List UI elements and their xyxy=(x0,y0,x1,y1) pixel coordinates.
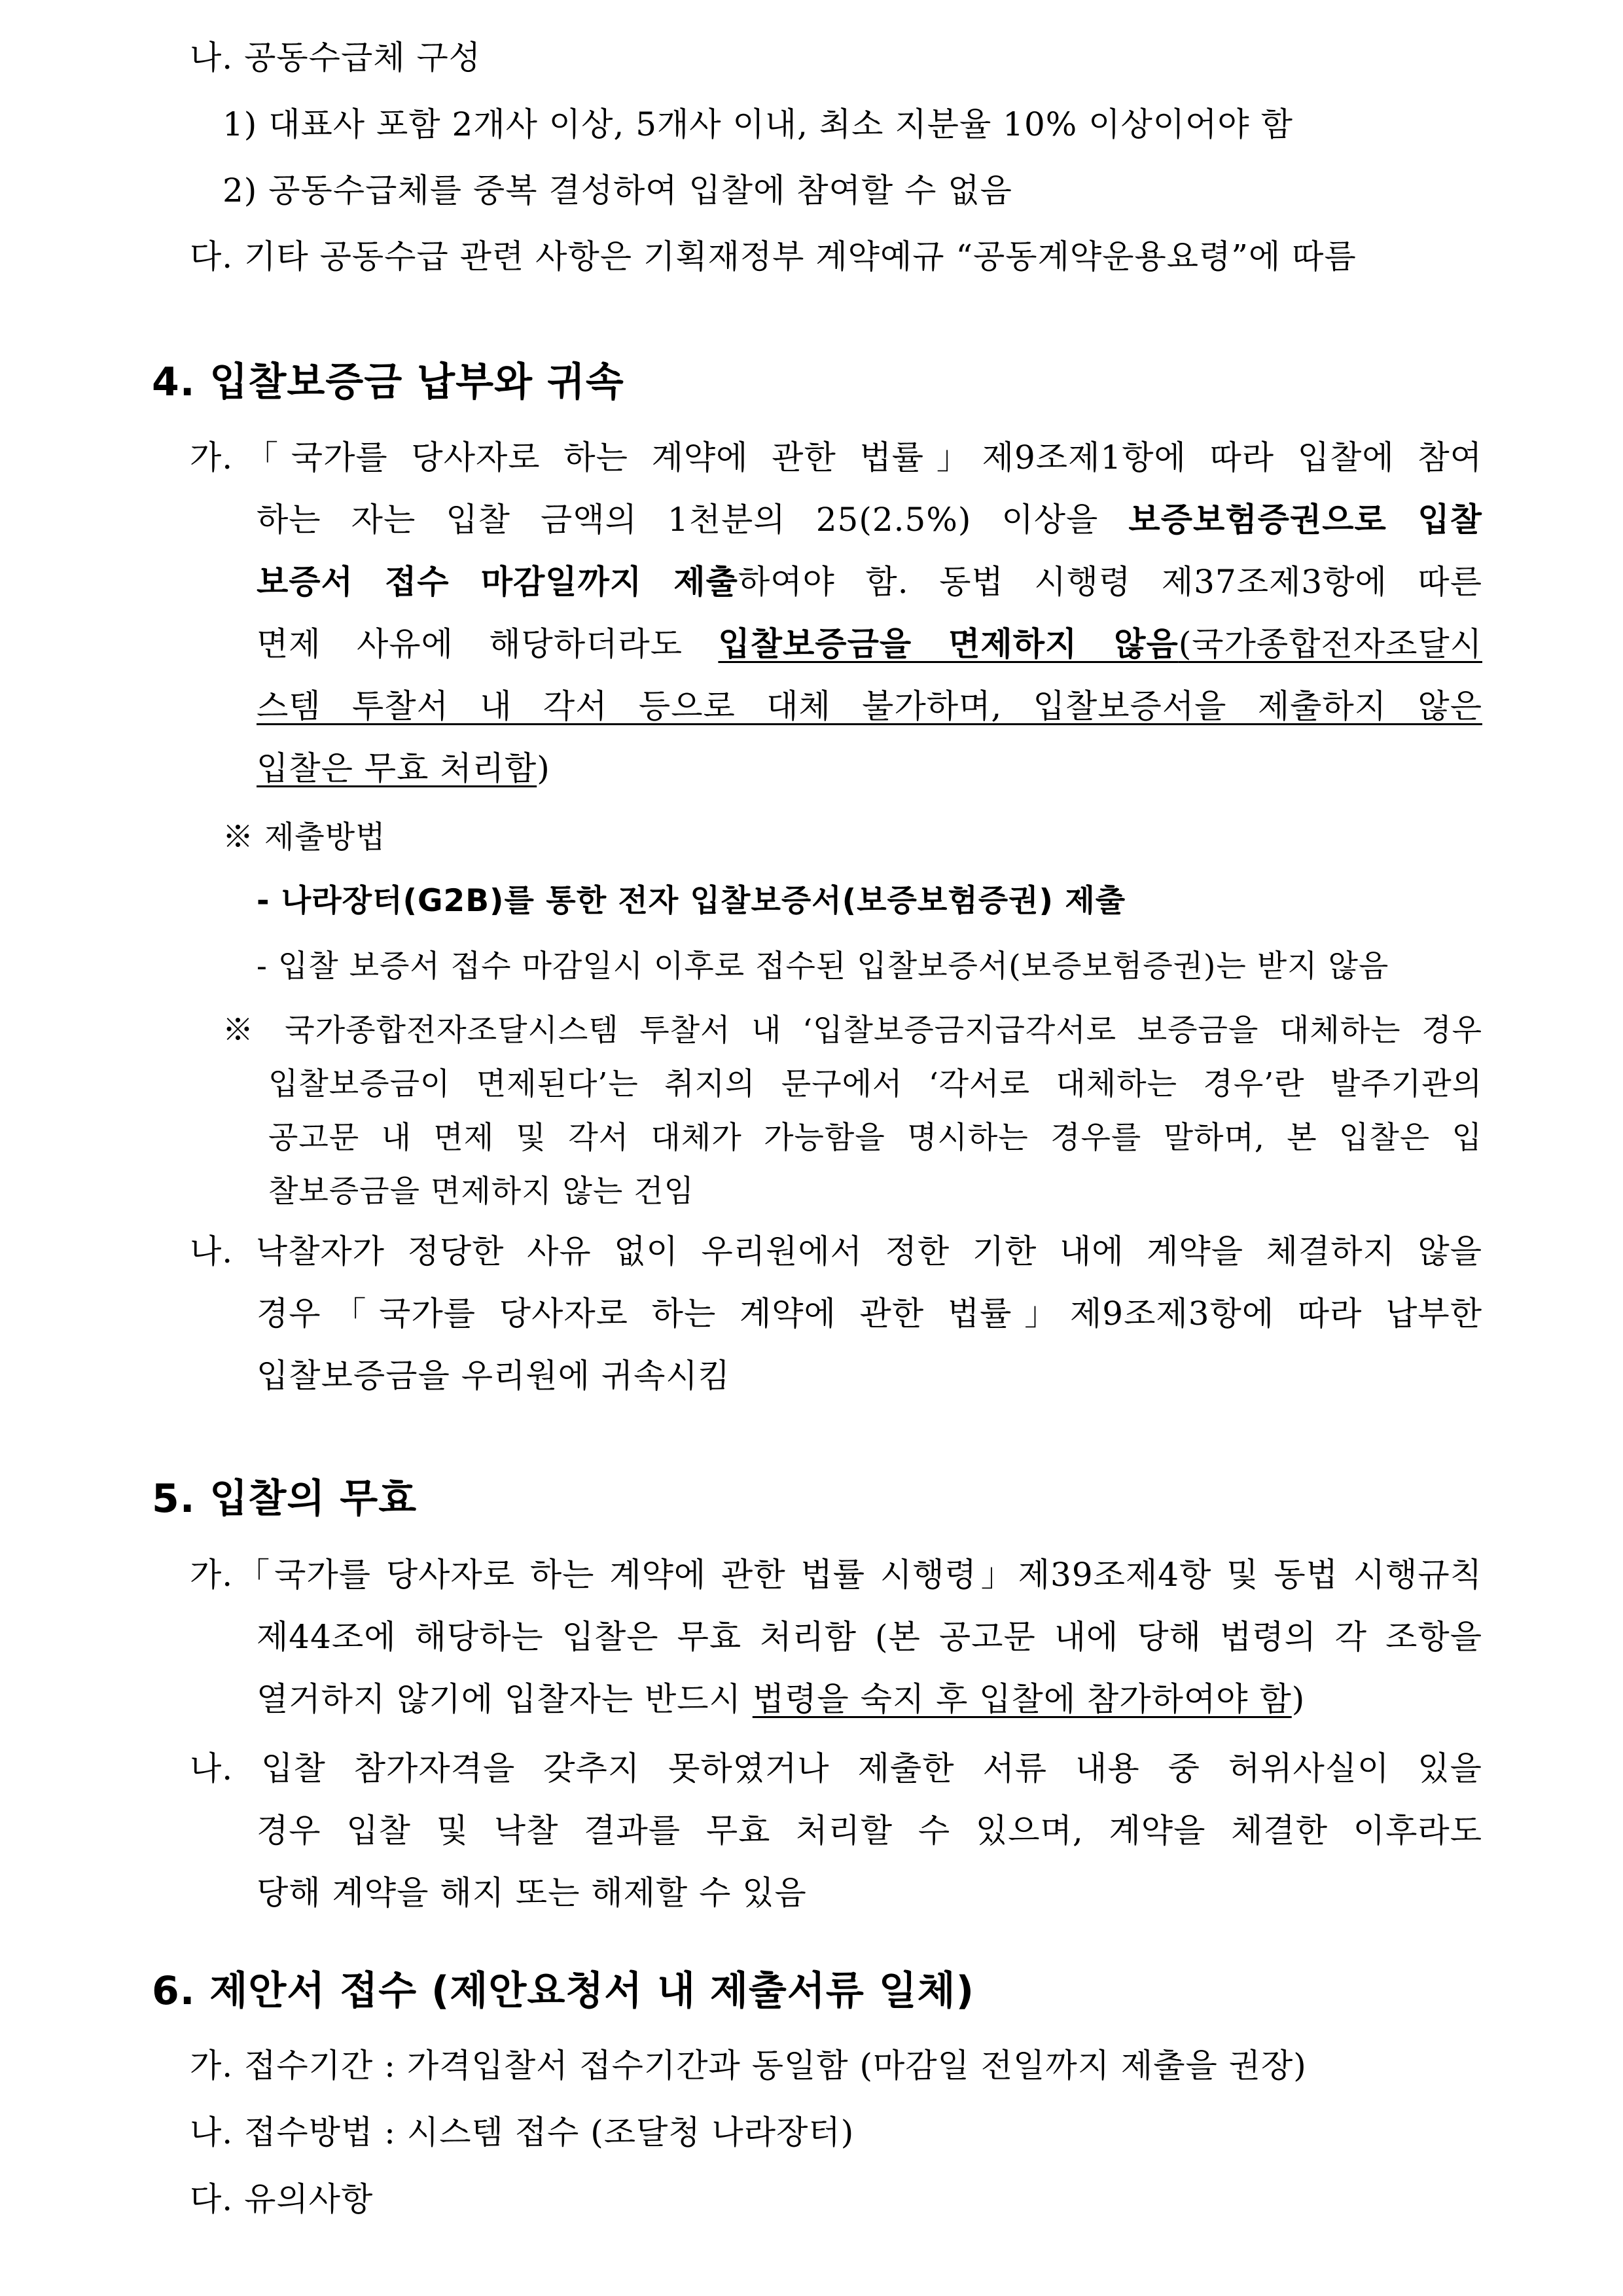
s5-ga-line-1: 가.「국가를 당사자로 하는 계약에 관한 법률 시행령」제39조제4항 및 동법 시행규칙 xyxy=(190,1556,1482,1594)
s4-ga-close-paren: ) xyxy=(537,749,550,787)
s4-ga-underlined-text: (국가종합전자조달시 xyxy=(1178,625,1482,663)
s6-item-da: 다. 유의사항 xyxy=(190,2180,374,2218)
s4-ga-text-2: 하여야 함. 동법 시행령 제37조제3항에 따른 xyxy=(738,563,1482,601)
s4-ga-line-4 xyxy=(257,623,1482,665)
s4-ga-line-5: 스템 투찰서 내 각서 등으로 대체 불가하며, 입찰보증서을 제출하지 않은 xyxy=(257,687,1482,725)
s4-note-2-line-3: 공고문 내 면제 및 각서 대체가 가능함을 명시하는 경우를 말하며, 본 입찰은 입 xyxy=(268,1120,1482,1156)
s4-ga-text-3: 면제 사유에 해당하더라도 xyxy=(257,625,719,663)
s5-ga-underlined-text: 법령을 숙지 후 입찰에 참가하여야 함 xyxy=(752,1680,1292,1718)
section-4-title: 4. 입찰보증금 납부와 귀속 xyxy=(152,359,624,405)
s4-na-line-2: 경우「국가를 당사자로 하는 계약에 관한 법률」제9조제3항에 따라 납부한 xyxy=(257,1295,1482,1333)
s4-na-line-1: 나. 낙찰자가 정당한 사유 없이 우리원에서 정한 기한 내에 계약을 체결하지 않을 xyxy=(190,1232,1482,1270)
s4-ga-line-1: 가.「국가를 당사자로 하는 계약에 관한 법률」제9조제1항에 따라 입찰에 참여 xyxy=(190,439,1482,476)
s5-na-line-3: 당해 계약을 해지 또는 해제할 수 있음 xyxy=(257,1874,807,1912)
s4-ga-text: 하는 자는 입찰 금액의 1천분의 25(2.5%) 이상을 xyxy=(257,501,1129,539)
s5-ga-text: 열거하지 않기에 입찰자는 반드시 xyxy=(257,1680,753,1718)
s4-note-2-line-4: 찰보증금을 면제하지 않는 건임 xyxy=(268,1174,695,1210)
s5-ga-line-2: 제44조에 해당하는 입찰은 무효 처리함 (본 공고문 내에 당해 법령의 각 조항을 xyxy=(257,1618,1482,1656)
s4-ga-line-6 xyxy=(257,747,550,789)
s5-na-line-1: 나. 입찰 참가자격을 갖추지 못하였거나 제출한 서류 내용 중 허위사실이 있을 xyxy=(190,1749,1482,1787)
s4-note-2-line-1: ※ 국가종합전자조달시스템 투찰서 내 ‘입찰보증금지급각서로 보증금을 대체하는 경우 xyxy=(223,1013,1482,1049)
s5-ga-line-3 xyxy=(257,1678,1305,1720)
s3-item-da: 다. 기타 공동수급 관련 사항은 기획재정부 계약예규 “공동계약운용요령”에 따름 xyxy=(190,238,1357,276)
s4-ga-underlined-emphasis: 입찰보증금을 면제하지 않음 xyxy=(718,625,1179,663)
s4-note-1-title: ※ 제출방법 xyxy=(223,819,386,855)
s4-ga-underlined-text-2: 입찰은 무효 처리함 xyxy=(257,749,537,787)
s4-note-1-item-2: - 입찰 보증서 접수 마감일시 이후로 접수된 입찰보증서(보증보험증권)는 받지 않음 xyxy=(257,948,1389,984)
s4-note-1-item-1: - 나라장터(G2B)를 통한 전자 입찰보증서(보증보험증권) 제출 xyxy=(257,883,1126,919)
section-6-title: 6. 제안서 접수 (제안요청서 내 제출서류 일체) xyxy=(152,1968,975,2014)
s3-item-na-1: 1) 대표사 포함 2개사 이상, 5개사 이내, 최소 지분율 10% 이상이어야 함 xyxy=(223,105,1293,143)
s3-item-na: 나. 공동수급체 구성 xyxy=(190,39,482,77)
s5-na-line-2: 경우 입찰 및 낙찰 결과를 무효 처리할 수 있으며, 계약을 체결한 이후라도 xyxy=(257,1812,1482,1850)
s4-note-2-line-2: 입찰보증금이 면제된다’는 취지의 문구에서 ‘각서로 대체하는 경우’란 발주기관의 xyxy=(268,1066,1482,1102)
s3-item-na-2: 2) 공동수급체를 중복 결성하여 입찰에 참여할 수 없음 xyxy=(223,171,1012,209)
section-5-title: 5. 입찰의 무효 xyxy=(152,1476,418,1522)
s4-ga-line-2 xyxy=(257,499,1482,541)
s4-ga-emphasis: 보증보험증권으로 입찰 xyxy=(1128,501,1482,539)
s6-item-na: 나. 접수방법 : 시스템 접수 (조달청 나라장터) xyxy=(190,2113,855,2151)
s4-ga-line-3 xyxy=(257,561,1482,603)
s4-ga-emphasis-2: 보증서 접수 마감일까지 제출 xyxy=(257,563,738,601)
s4-na-line-3: 입찰보증금을 우리원에 귀속시킴 xyxy=(257,1357,730,1395)
s6-item-ga: 가. 접수기간 : 가격입찰서 접수기간과 동일함 (마감일 전일까지 제출을 권장) xyxy=(190,2047,1307,2085)
s5-ga-close-paren: ) xyxy=(1291,1680,1306,1718)
